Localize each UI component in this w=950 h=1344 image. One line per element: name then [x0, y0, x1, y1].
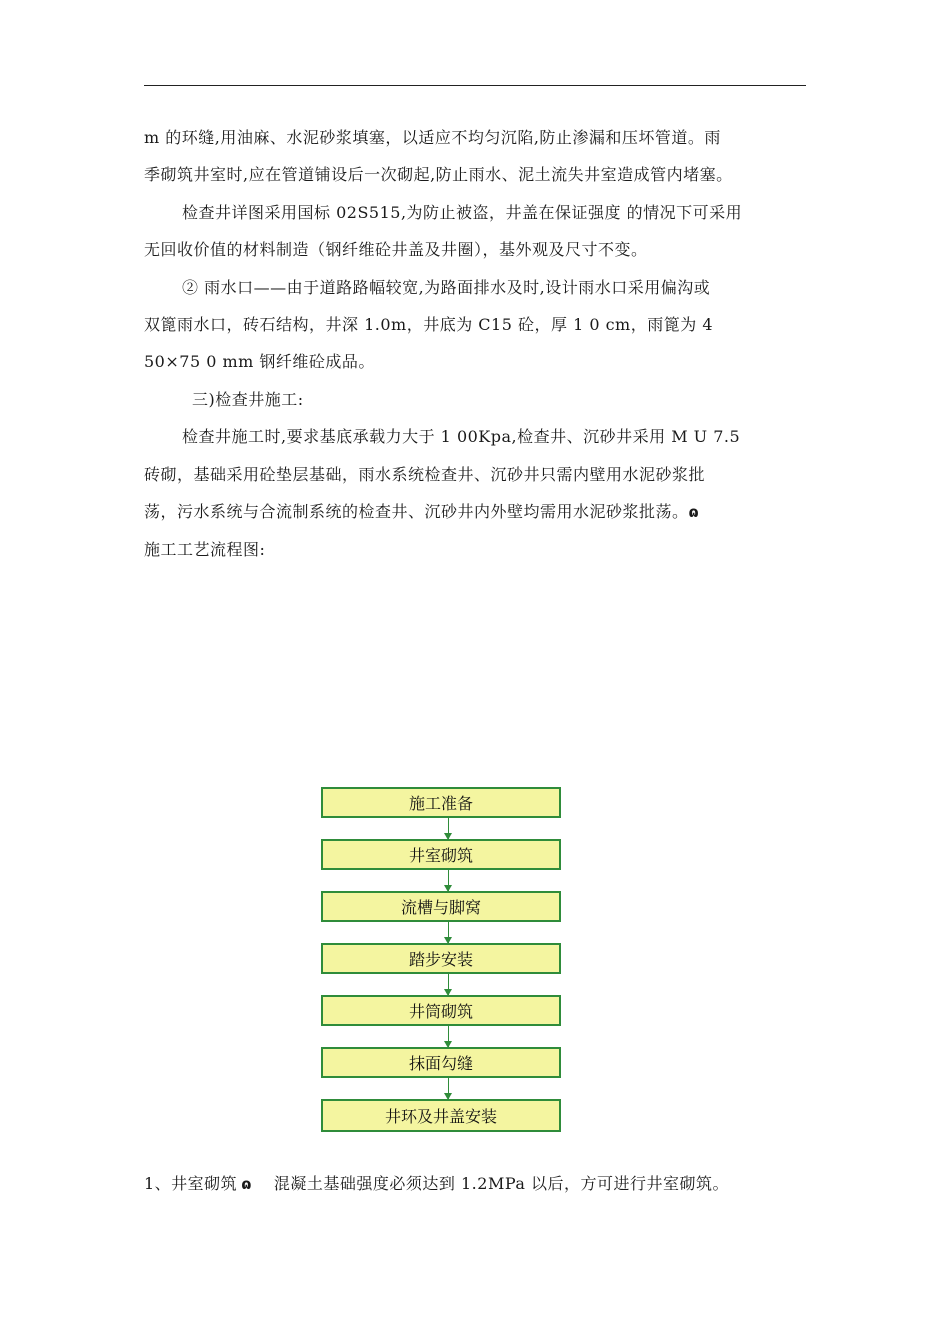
construction-flowchart	[321, 787, 567, 1137]
flow-arrow-6	[448, 1078, 449, 1099]
bottom-label: 1、井室砌筑	[144, 1174, 238, 1193]
flow-arrow-4	[448, 974, 449, 995]
bottom-paragraph	[144, 1174, 729, 1194]
flow-step-5: 井筒砌筑	[321, 995, 561, 1026]
flow-arrow-3	[448, 922, 449, 943]
flow-step-4: 踏步安装	[321, 943, 561, 974]
bottom-text: 混凝土基础强度必须达到 1.2MPa 以后，方可进行井室砌筑。	[273, 1174, 729, 1193]
flowchart-caption: 施工工艺流程图:	[144, 540, 266, 559]
paragraph-line-4: 无回收价值的材料制造（钢纤维砼井盖及井圈），基外观及尺寸不变。	[144, 240, 648, 259]
paragraph-line-5: ② 雨水口——由于道路路幅较宽,为路面排水及时,设计雨水口采用偏沟或	[182, 278, 711, 297]
flow-arrow-5	[448, 1026, 449, 1047]
paragraph-line-3: 检查井详图采用国标 02S515,为防止被盗，井盖在保证强度 的情况下可采用	[182, 203, 743, 222]
section-heading: 三)检查井施工:	[192, 390, 304, 409]
paragraph-line-10: 砖砌，基础采用砼垫层基础，雨水系统检查井、沉砂井只需内壁用水泥砂浆批	[144, 465, 706, 484]
paragraph-line-9: 检查井施工时,要求基底承载力大于 1 00Kpa,检查井、沉砂井采用 M U 7.5	[182, 427, 741, 446]
flow-arrow-1	[448, 818, 449, 839]
paragraph-line-11	[144, 502, 699, 522]
flow-step-1: 施工准备	[321, 787, 561, 818]
paragraph-line-7: 50×75 0 mm 钢纤维砼成品。	[144, 352, 375, 371]
paragraph-line-1: m 的环缝,用油麻、水泥砂浆填塞，以适应不均匀沉陷,防止渗漏和压坏管道。雨	[144, 128, 721, 147]
flow-step-2: 井室砌筑	[321, 839, 561, 870]
flow-step-6: 抹面勾缝	[321, 1047, 561, 1078]
bottom-mark: ɷ	[241, 1175, 252, 1193]
flow-step-3: 流槽与脚窝	[321, 891, 561, 922]
paragraph-line-11-text: 荡，污水系统与合流制系统的检查井、沉砂井内外壁均需用水泥砂浆批荡。	[144, 502, 689, 521]
paragraph-line-6: 双篦雨水口，砖石结构，井深 1.0m，井底为 C15 砼，厚 1 0 cm，雨篦为 4	[144, 315, 713, 334]
header-rule	[144, 85, 806, 86]
flow-step-7: 井环及井盖安装	[321, 1099, 561, 1132]
flow-arrow-2	[448, 870, 449, 891]
paragraph-line-2: 季砌筑井室时,应在管道铺设后一次砌起,防止雨水、泥土流失井室造成管内堵塞。	[144, 165, 733, 184]
inline-mark: ɷ	[688, 503, 700, 521]
